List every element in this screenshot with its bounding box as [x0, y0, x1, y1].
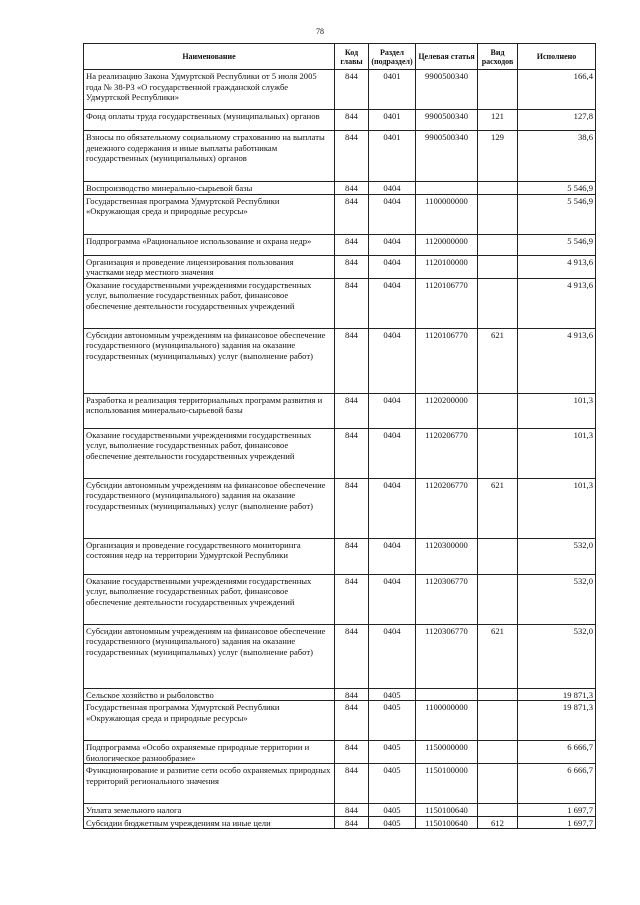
cell-code: 844 — [335, 816, 369, 829]
cell-name: Субсидии автономным учреждениям на финансовое обеспечение государственного (муниципального) задания на оказание государственных (муниципальных) услуг (выполнение работ) — [84, 624, 335, 688]
header-name: Наименование — [84, 44, 335, 70]
cell-code: 844 — [335, 624, 369, 688]
cell-name: Уплата земельного налога — [84, 804, 335, 817]
table-row — [84, 574, 596, 624]
cell-kind — [478, 393, 518, 428]
cell-section: 0401 — [369, 70, 416, 110]
cell-section: 0404 — [369, 194, 416, 234]
cell-target — [416, 688, 478, 701]
cell-code: 844 — [335, 110, 369, 131]
cell-code: 844 — [335, 428, 369, 478]
cell-name: Сельское хозяйство и рыболовство — [84, 688, 335, 701]
table-row — [84, 688, 596, 701]
cell-done: 19 871,3 — [518, 701, 596, 741]
cell-done: 1 697,7 — [518, 804, 596, 817]
cell-name: Оказание государственными учреждениями государственных услуг, выполнение государственных работ, финансовое обеспечение деятельности государственных учреждений — [84, 574, 335, 624]
cell-target: 1120206770 — [416, 478, 478, 538]
cell-kind: 621 — [478, 478, 518, 538]
cell-kind — [478, 70, 518, 110]
cell-section: 0404 — [369, 255, 416, 278]
header-done: Исполнено — [518, 44, 596, 70]
table-row — [84, 624, 596, 688]
cell-code: 844 — [335, 182, 369, 195]
cell-section: 0405 — [369, 701, 416, 741]
table-row — [84, 741, 596, 764]
cell-name: Оказание государственными учреждениями государственных услуг, выполнение государственных работ, финансовое обеспечение деятельности государственных учреждений — [84, 428, 335, 478]
cell-code: 844 — [335, 688, 369, 701]
cell-kind — [478, 804, 518, 817]
cell-kind — [478, 182, 518, 195]
cell-section: 0404 — [369, 182, 416, 195]
cell-done: 4 913,6 — [518, 328, 596, 393]
header-target: Целевая статья — [416, 44, 478, 70]
cell-kind: 129 — [478, 131, 518, 182]
cell-target: 1150000000 — [416, 741, 478, 764]
cell-kind — [478, 764, 518, 804]
cell-section: 0401 — [369, 131, 416, 182]
cell-section: 0404 — [369, 538, 416, 574]
cell-kind — [478, 574, 518, 624]
cell-kind — [478, 194, 518, 234]
cell-name: Подпрограмма «Особо охраняемые природные территории и биологическое разнообразие» — [84, 741, 335, 764]
cell-section: 0404 — [369, 393, 416, 428]
cell-target: 1120106770 — [416, 328, 478, 393]
table-row — [84, 701, 596, 741]
cell-target — [416, 182, 478, 195]
cell-kind — [478, 278, 518, 328]
table-row — [84, 110, 596, 131]
table-row — [84, 816, 596, 829]
cell-target: 9900500340 — [416, 70, 478, 110]
cell-code: 844 — [335, 131, 369, 182]
header-code: Код главы — [335, 44, 369, 70]
table-row — [84, 70, 596, 110]
cell-code: 844 — [335, 701, 369, 741]
cell-done: 166,4 — [518, 70, 596, 110]
cell-section: 0405 — [369, 816, 416, 829]
table-row — [84, 131, 596, 182]
table-row — [84, 428, 596, 478]
cell-target: 1100000000 — [416, 194, 478, 234]
table-row — [84, 234, 596, 255]
cell-done: 532,0 — [518, 624, 596, 688]
table-row — [84, 538, 596, 574]
cell-code: 844 — [335, 741, 369, 764]
cell-code: 844 — [335, 764, 369, 804]
cell-section: 0405 — [369, 688, 416, 701]
cell-kind: 621 — [478, 328, 518, 393]
table-row — [84, 328, 596, 393]
cell-name: Фонд оплаты труда государственных (муниципальных) органов — [84, 110, 335, 131]
cell-name: Взносы по обязательному социальному страхованию на выплаты денежного содержания и иные выплаты работникам государственных (муниципальных) органов — [84, 131, 335, 182]
cell-kind — [478, 688, 518, 701]
cell-done: 38,6 — [518, 131, 596, 182]
cell-section: 0405 — [369, 764, 416, 804]
cell-section: 0404 — [369, 328, 416, 393]
cell-kind: 621 — [478, 624, 518, 688]
cell-section: 0401 — [369, 110, 416, 131]
cell-name: Субсидии бюджетным учреждениям на иные цели — [84, 816, 335, 829]
table-header-row — [84, 44, 596, 70]
table-row — [84, 393, 596, 428]
cell-code: 844 — [335, 234, 369, 255]
cell-target: 1100000000 — [416, 701, 478, 741]
cell-kind: 121 — [478, 110, 518, 131]
page-number: 78 — [316, 27, 324, 36]
cell-code: 844 — [335, 328, 369, 393]
cell-kind: 612 — [478, 816, 518, 829]
cell-name: Разработка и реализация территориальных программ развития и использования минерально-сырьевой базы — [84, 393, 335, 428]
cell-kind — [478, 701, 518, 741]
cell-kind — [478, 741, 518, 764]
cell-code: 844 — [335, 538, 369, 574]
cell-target: 1120200000 — [416, 393, 478, 428]
table-body — [84, 70, 596, 829]
cell-code: 844 — [335, 804, 369, 817]
cell-done: 532,0 — [518, 538, 596, 574]
cell-target: 1120206770 — [416, 428, 478, 478]
cell-name: Функционирование и развитие сети особо охраняемых природных территорий регионального значения — [84, 764, 335, 804]
cell-target: 1150100640 — [416, 816, 478, 829]
cell-name: Воспроизводство минерально-сырьевой базы — [84, 182, 335, 195]
table-row — [84, 182, 596, 195]
cell-name: Подпрограмма «Рациональное использование и охрана недр» — [84, 234, 335, 255]
cell-done: 5 546,9 — [518, 234, 596, 255]
cell-target: 1120100000 — [416, 255, 478, 278]
table-row — [84, 804, 596, 817]
cell-target: 1120106770 — [416, 278, 478, 328]
table-row — [84, 278, 596, 328]
cell-done: 6 666,7 — [518, 741, 596, 764]
cell-name: Государственная программа Удмуртской Республики «Окружающая среда и природные ресурсы» — [84, 701, 335, 741]
cell-target: 9900500340 — [416, 131, 478, 182]
table-row — [84, 255, 596, 278]
cell-name: На реализацию Закона Удмуртской Республики от 5 июля 2005 года № 38-РЗ «О государственной гражданской службе Удмуртской Республики» — [84, 70, 335, 110]
cell-done: 101,3 — [518, 393, 596, 428]
cell-done: 1 697,7 — [518, 816, 596, 829]
cell-target: 1150100000 — [416, 764, 478, 804]
cell-name: Государственная программа Удмуртской Республики «Окружающая среда и природные ресурсы» — [84, 194, 335, 234]
cell-done: 101,3 — [518, 478, 596, 538]
cell-kind — [478, 255, 518, 278]
cell-target: 1120306770 — [416, 624, 478, 688]
budget-table — [83, 43, 596, 829]
table-row — [84, 194, 596, 234]
cell-target: 1150100640 — [416, 804, 478, 817]
cell-done: 19 871,3 — [518, 688, 596, 701]
cell-kind — [478, 428, 518, 478]
cell-done: 532,0 — [518, 574, 596, 624]
cell-kind — [478, 234, 518, 255]
cell-done: 5 546,9 — [518, 194, 596, 234]
cell-section: 0404 — [369, 478, 416, 538]
cell-done: 4 913,6 — [518, 255, 596, 278]
cell-target: 1120000000 — [416, 234, 478, 255]
cell-done: 4 913,6 — [518, 278, 596, 328]
cell-done: 6 666,7 — [518, 764, 596, 804]
cell-code: 844 — [335, 574, 369, 624]
cell-name: Субсидии автономным учреждениям на финансовое обеспечение государственного (муниципального) задания на оказание государственных (муниципальных) услуг (выполнение работ) — [84, 328, 335, 393]
cell-section: 0405 — [369, 804, 416, 817]
cell-section: 0404 — [369, 234, 416, 255]
cell-section: 0405 — [369, 741, 416, 764]
cell-section: 0404 — [369, 278, 416, 328]
cell-name: Организация и проведение государственного мониторинга состояния недр на территории Удмуртской Республики — [84, 538, 335, 574]
cell-name: Организация и проведение лицензирования пользования участками недр местного значения — [84, 255, 335, 278]
cell-section: 0404 — [369, 624, 416, 688]
cell-kind — [478, 538, 518, 574]
cell-code: 844 — [335, 255, 369, 278]
cell-code: 844 — [335, 478, 369, 538]
cell-done: 101,3 — [518, 428, 596, 478]
cell-target: 9900500340 — [416, 110, 478, 131]
cell-code: 844 — [335, 278, 369, 328]
cell-target: 1120306770 — [416, 574, 478, 624]
table-row — [84, 478, 596, 538]
cell-done: 5 546,9 — [518, 182, 596, 195]
header-section: Раздел (подраздел) — [369, 44, 416, 70]
table-row — [84, 764, 596, 804]
cell-section: 0404 — [369, 428, 416, 478]
cell-code: 844 — [335, 70, 369, 110]
cell-name: Оказание государственными учреждениями государственных услуг, выполнение государственных работ, финансовое обеспечение деятельности государственных учреждений — [84, 278, 335, 328]
cell-name: Субсидии автономным учреждениям на финансовое обеспечение государственного (муниципального) задания на оказание государственных (муниципальных) услуг (выполнение работ) — [84, 478, 335, 538]
cell-code: 844 — [335, 194, 369, 234]
cell-done: 127,8 — [518, 110, 596, 131]
header-kind: Вид расходов — [478, 44, 518, 70]
cell-code: 844 — [335, 393, 369, 428]
cell-target: 1120300000 — [416, 538, 478, 574]
cell-section: 0404 — [369, 574, 416, 624]
